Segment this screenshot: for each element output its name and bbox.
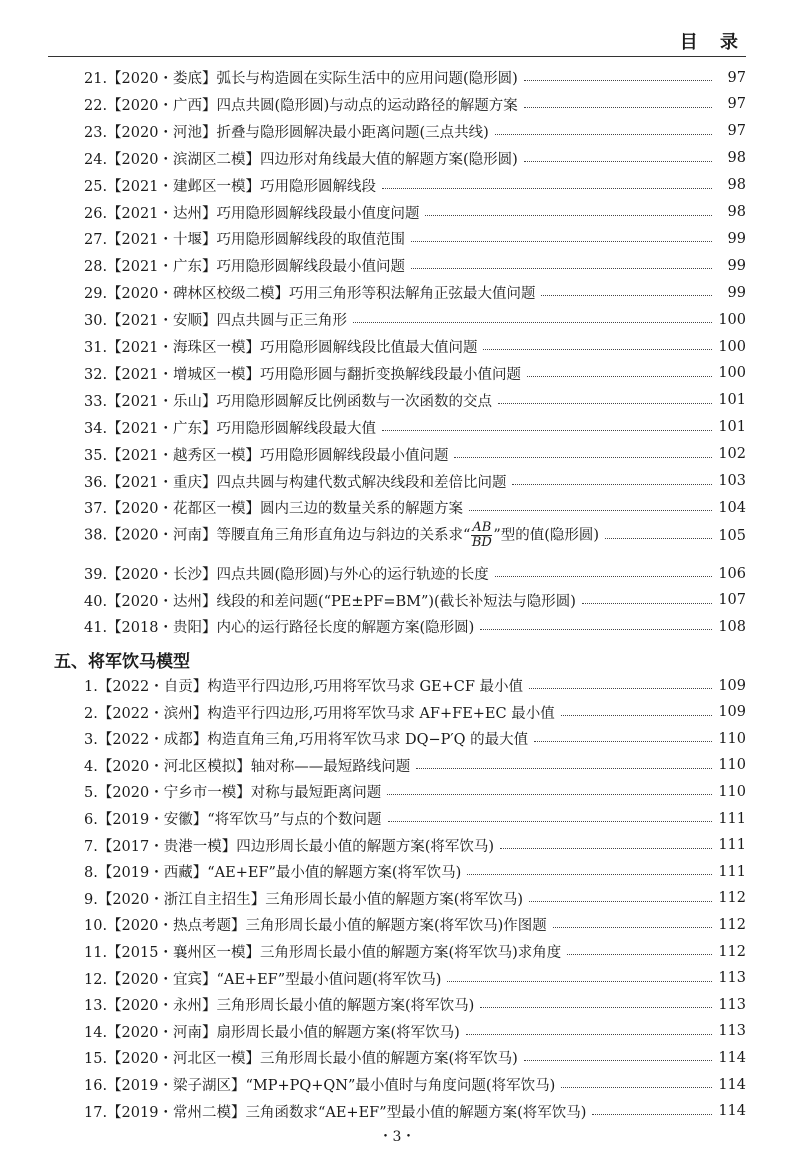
- toc-entry-label: [48, 521, 599, 550]
- toc-entry-page: 114: [718, 1049, 746, 1066]
- toc-entry-page: 104: [718, 499, 746, 516]
- leader-dots: [527, 376, 712, 377]
- leader-dots: [512, 484, 712, 485]
- leader-dots: [500, 848, 712, 849]
- leader-dots: [529, 901, 712, 902]
- toc-entry[interactable]: [48, 255, 746, 276]
- toc-entry-page: 100: [718, 365, 746, 382]
- toc-entry-page: 113: [718, 970, 746, 987]
- toc-entry[interactable]: [48, 728, 746, 749]
- toc-entry[interactable]: [48, 148, 746, 169]
- leader-dots: [416, 768, 712, 769]
- toc-entry[interactable]: [48, 563, 746, 584]
- toc-entry[interactable]: [48, 755, 746, 776]
- toc-entry-label-part: 38.【2020・河南】等腰直角三角形直角边与斜边的关系求“: [84, 527, 471, 544]
- toc-entry-label: 37.【2020・花都区一模】圆内三边的数量关系的解题方案: [84, 501, 463, 518]
- toc-entry-page: 107: [718, 592, 746, 608]
- toc-entry-page: 99: [727, 257, 746, 274]
- toc-entry[interactable]: [48, 941, 746, 962]
- leader-dots: [454, 457, 712, 458]
- toc-entry[interactable]: [48, 282, 746, 303]
- leader-dots: [541, 295, 712, 296]
- toc-entry-page: 112: [718, 890, 746, 907]
- toc-entry-label: 36.【2021・重庆】四点共圆与构建代数式解决线段和差倍比问题: [84, 474, 507, 491]
- toc-entry[interactable]: [48, 417, 746, 438]
- toc-entry[interactable]: [48, 590, 746, 611]
- toc-entry-page: 114: [718, 1076, 746, 1093]
- toc-entry-page: 103: [718, 473, 746, 489]
- toc-entry-label: 11.【2015・襄州区一模】三角形周长最小值的解题方案(将军饮马)求角度: [84, 945, 562, 961]
- toc-entry[interactable]: [48, 808, 746, 829]
- toc-entry-page: 111: [718, 837, 746, 854]
- toc-entry-label: 13.【2020・永州】三角形周长最小值的解题方案(将军饮马): [84, 998, 475, 1015]
- toc-entry[interactable]: [48, 521, 746, 550]
- toc-entry[interactable]: [48, 914, 746, 935]
- toc-entry-label: 5.【2020・宁乡市一模】对称与最短距离问题: [84, 785, 382, 802]
- toc-entry-page: 112: [718, 916, 746, 933]
- toc-entry[interactable]: [48, 781, 746, 802]
- toc-entry[interactable]: [48, 175, 746, 196]
- toc-entry-page: 113: [718, 1023, 746, 1040]
- toc-entry-label: 22.【2020・广西】四点共圆(隐形圆)与动点的运动路径的解题方案: [84, 97, 518, 114]
- toc-entry[interactable]: [48, 121, 746, 142]
- toc-entry[interactable]: [48, 1074, 746, 1095]
- toc-entry[interactable]: [48, 202, 746, 223]
- toc-entry-label: 9.【2020・浙江自主招生】三角形周长最小值的解题方案(将军饮马): [84, 891, 524, 908]
- fraction-denominator: BD: [471, 535, 492, 550]
- leader-dots: [524, 80, 712, 81]
- toc-entry-label: 26.【2021・达州】巧用隐形圆解线段最小值度问题: [84, 205, 420, 222]
- leader-dots: [534, 741, 712, 742]
- leader-dots: [561, 1087, 712, 1088]
- toc-entry[interactable]: [48, 1047, 746, 1068]
- page-header-title: 目 录: [679, 32, 746, 53]
- toc-entry-label: 3.【2022・成都】构造直角三角,巧用将军饮马求 DQ−P′Q 的最大值: [84, 732, 529, 749]
- leader-dots: [561, 715, 712, 716]
- leader-dots: [529, 688, 712, 689]
- toc-entry-page: 98: [727, 204, 746, 220]
- leader-dots: [387, 794, 712, 795]
- toc-entry-label: 21.【2020・娄底】弧长与构造圆在实际生活中的应用问题(隐形圆): [84, 71, 518, 87]
- leader-dots: [353, 322, 712, 323]
- toc-entry-page: 110: [718, 730, 746, 747]
- toc-entry[interactable]: [48, 616, 746, 637]
- section-title: 五、将军饮马模型: [54, 652, 190, 672]
- toc-entry-page: 100: [718, 338, 746, 355]
- toc-entry[interactable]: [48, 471, 746, 492]
- toc-entry[interactable]: [48, 861, 746, 882]
- header-rule: [48, 56, 746, 57]
- toc-entry[interactable]: [48, 390, 746, 411]
- toc-entry-page: 99: [727, 284, 746, 301]
- toc-entry-label: 6.【2019・安徽】“将军饮马”与点的个数问题: [84, 812, 382, 828]
- leader-dots: [411, 268, 712, 269]
- page-number: ・3・: [378, 1129, 416, 1145]
- toc-entry-page: 100: [718, 311, 746, 328]
- toc-entry-label: 8.【2019・西藏】“AE+EF”最小值的解题方案(将军饮马): [84, 865, 462, 882]
- toc-entry-page: 106: [718, 565, 746, 582]
- leader-dots: [605, 538, 712, 539]
- toc-entry-page: 109: [718, 677, 746, 694]
- toc-entry[interactable]: [48, 675, 746, 696]
- leader-dots: [495, 134, 712, 135]
- toc-entry-page: 112: [718, 943, 746, 960]
- leader-dots: [467, 874, 712, 875]
- toc-entry-label: 24.【2020・滨湖区二模】四边形对角线最大值的解题方案(隐形圆): [84, 151, 518, 168]
- toc-entry[interactable]: [48, 835, 746, 856]
- leader-dots: [388, 821, 712, 822]
- toc-entry[interactable]: [48, 497, 746, 518]
- toc-entry[interactable]: [48, 363, 746, 384]
- leader-dots: [382, 430, 712, 431]
- toc-entry-label: 16.【2019・梁子湖区】“MP+PQ+QN”最小值时与角度问题(将军饮马): [84, 1078, 556, 1094]
- toc-entry-page: 97: [727, 96, 746, 113]
- toc-entry-page: 111: [718, 863, 746, 880]
- toc-entry-label: 35.【2021・越秀区一模】巧用隐形圆解线段最小值问题: [84, 447, 449, 464]
- leader-dots: [466, 1034, 712, 1035]
- toc-entry-page: 101: [718, 392, 746, 409]
- toc-entry-label: 1.【2022・自贡】构造平行四边形,巧用将军饮马求 GE+CF 最小值: [84, 679, 524, 695]
- toc-entry-label: 14.【2020・河南】扇形周长最小值的解题方案(将军饮马): [84, 1024, 460, 1041]
- toc-entry[interactable]: [48, 968, 746, 989]
- leader-dots: [553, 927, 712, 928]
- toc-entry-page: 99: [727, 230, 746, 247]
- toc-entry-label-part: ”型的值(隐形圆): [493, 527, 600, 544]
- leader-dots: [524, 161, 712, 162]
- leader-dots: [495, 576, 712, 577]
- leader-dots: [524, 1060, 712, 1061]
- toc-entry-page: 97: [727, 69, 746, 86]
- toc-entry-label: 39.【2020・长沙】四点共圆(隐形圆)与外心的运行轨迹的长度: [84, 567, 489, 583]
- toc-entry[interactable]: [48, 994, 746, 1015]
- toc-entry-label: 10.【2020・热点考题】三角形周长最小值的解题方案(将军饮马)作图题: [84, 918, 547, 935]
- toc-entry-label: 32.【2021・增城区一模】巧用隐形圆与翻折变换解线段最小值问题: [84, 366, 521, 383]
- leader-dots: [411, 241, 712, 242]
- toc-entry-page: 98: [727, 150, 746, 167]
- fraction: [471, 521, 492, 550]
- leader-dots: [582, 603, 712, 604]
- toc-entry-label: 31.【2021・海珠区一模】巧用隐形圆解线段比值最大值问题: [84, 340, 478, 356]
- leader-dots: [567, 954, 712, 955]
- toc-entry-page: 109: [718, 704, 746, 721]
- toc-entry-label: 2.【2022・滨州】构造平行四边形,巧用将军饮马求 AF+FE+EC 最小值: [84, 705, 555, 722]
- leader-dots: [382, 188, 712, 189]
- toc-entry-label: 41.【2018・贵阳】内心的运行路径长度的解题方案(隐形圆): [84, 620, 475, 636]
- toc-entry-label: 28.【2021・广东】巧用隐形圆解线段最小值问题: [84, 259, 405, 276]
- leader-dots: [447, 981, 712, 982]
- toc-entry[interactable]: [48, 94, 746, 115]
- leader-dots: [524, 107, 712, 108]
- toc-entry-label: 29.【2020・碑林区校级二模】巧用三角形等积法解角正弦最大值问题: [84, 286, 536, 303]
- toc-entry-page: 110: [718, 783, 746, 800]
- toc-entry[interactable]: [48, 67, 746, 88]
- leader-dots: [498, 403, 712, 404]
- toc-entry-page: 111: [718, 810, 746, 827]
- leader-dots: [480, 1007, 712, 1008]
- toc-entry-label: 15.【2020・河北区一模】三角形周长最小值的解题方案(将军饮马): [84, 1051, 518, 1068]
- toc-entry-page: 108: [718, 618, 746, 635]
- leader-dots: [425, 215, 712, 216]
- toc-entry-label: 7.【2017・贵港一模】四边形周长最小值的解题方案(将军饮马): [84, 838, 495, 855]
- toc-entry[interactable]: [48, 336, 746, 357]
- toc-entry-page: 101: [718, 419, 746, 436]
- toc-entry[interactable]: [48, 444, 746, 465]
- toc-entry-page: 98: [727, 177, 746, 194]
- toc-entry-label: 40.【2020・达州】线段的和差问题(“PE±PF=BM”)(截长补短法与隐形圆): [84, 593, 576, 610]
- toc-entry-label: 23.【2020・河池】折叠与隐形圆解决最小距离问题(三点共线): [84, 124, 489, 141]
- toc-entry[interactable]: [48, 309, 746, 330]
- toc-entry[interactable]: [48, 702, 746, 723]
- toc-entry-label: 34.【2021・广东】巧用隐形圆解线段最大值: [84, 420, 376, 437]
- toc-entry-page: 113: [718, 996, 746, 1013]
- leader-dots: [483, 349, 712, 350]
- leader-dots: [469, 510, 712, 511]
- toc-entry-label: 27.【2021・十堰】巧用隐形圆解线段的取值范围: [84, 232, 405, 249]
- leader-dots: [480, 629, 712, 630]
- toc-entry[interactable]: [48, 1021, 746, 1042]
- toc-entry-page: 105: [718, 527, 746, 544]
- toc-entry-label: 17.【2019・常州二模】三角函数求“AE+EF”型最小值的解题方案(将军饮马): [84, 1104, 587, 1121]
- toc-entry-page: 97: [727, 123, 746, 140]
- toc-entry-label: 25.【2021・建邺区一模】巧用隐形圆解线段: [84, 178, 376, 195]
- toc-entry-page: 114: [718, 1103, 746, 1120]
- leader-dots: [592, 1114, 712, 1115]
- toc-entry-label: 12.【2020・宜宾】“AE+EF”型最小值问题(将军饮马): [84, 971, 442, 988]
- toc-entry-page: 102: [718, 446, 746, 463]
- toc-entry-label: 4.【2020・河北区模拟】轴对称——最短路线问题: [84, 758, 411, 775]
- toc-entry[interactable]: [48, 888, 746, 909]
- toc-entry-label: 30.【2021・安顺】四点共圆与正三角形: [84, 313, 347, 330]
- toc-entry-page: 110: [718, 757, 746, 774]
- fraction-numerator: AB: [472, 520, 492, 535]
- toc-entry[interactable]: [48, 228, 746, 249]
- toc-entry-label: 33.【2021・乐山】巧用隐形圆解反比例函数与一次函数的交点: [84, 393, 492, 410]
- toc-entry[interactable]: [48, 1101, 746, 1122]
